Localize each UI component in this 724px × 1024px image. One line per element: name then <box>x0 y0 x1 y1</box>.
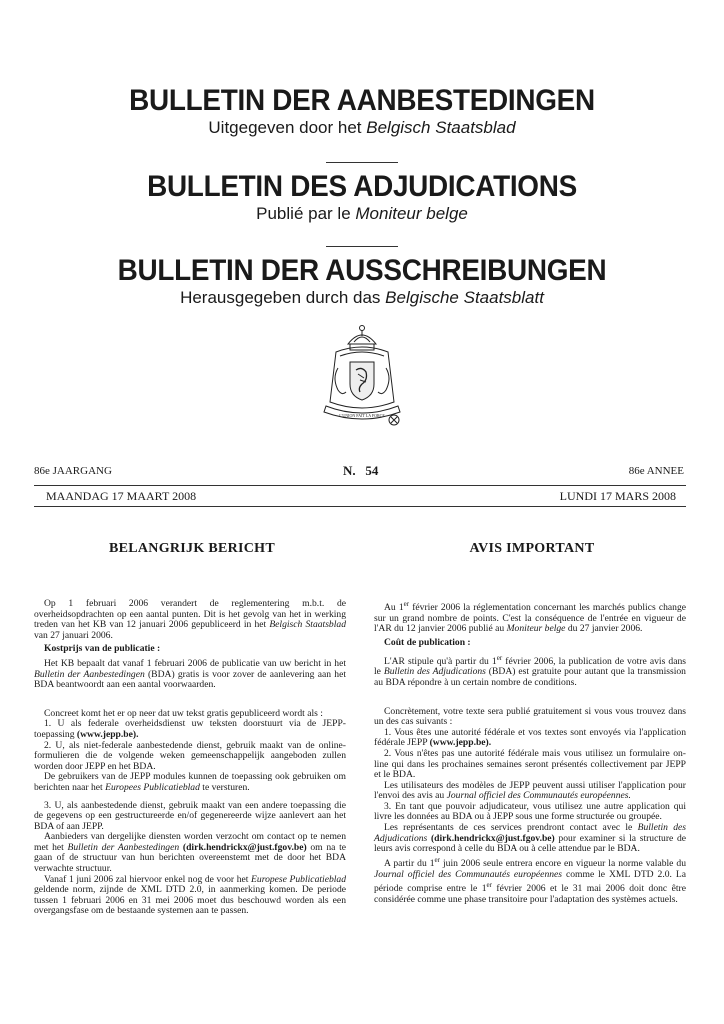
column-nl <box>34 599 346 917</box>
date-fr: LUNDI 17 MARS 2008 <box>559 489 676 503</box>
nl-paragraph: 2. U, als niet-federale aanbestedende dienst, gebruik maakt van de online-formulieren die de volgende weken gemeenschappelijk aangeboden zullen worden door JEPP en het BDA. <box>34 739 346 772</box>
nl-subheading: Kostprijs van de publicatie : <box>44 643 161 655</box>
nl-paragraph: Vanaf 1 juni 2006 zal hiervoor enkel nog de voor het Europese Publicatieblad geldende norm, zijnde de XML DTD 2.0, in aanmerking komen. De periode tussen 1 februari 2006 en 31 mei 2006 moet dus beschouwd worden als een overgangsfase om de bestaande systemen aan te passen. <box>34 873 347 917</box>
masthead-de <box>0 254 724 308</box>
fr-paragraph: Au 1er février 2006 la réglementation concernant les marchés publics change sur un grand nombre de points. C'est la conséquence de l'entrée en vigueur de l'AR du 12 janvier 2006 publié au Moniteur belge du 27 janvier 2006. <box>374 600 686 635</box>
date-nl: MAANDAG 17 MAART 2008 <box>46 489 197 503</box>
masthead-divider <box>326 162 398 163</box>
fr-paragraph: Les utilisateurs des modèles de JEPP peuvent aussi utiliser l'application pour l'envoi des avis au Journal officiel des Communautés européennes. <box>374 779 686 802</box>
rule-top <box>34 485 686 486</box>
fr-subheading: Coût de publication : <box>384 636 471 648</box>
title-fr: BULLETIN DES ADJUDICATIONS <box>147 170 577 203</box>
fr-paragraph: 1. Vous êtes une autorité fédérale et vos textes sont envoyés via l'application fédérale JEPP (www.jepp.be). <box>374 726 686 749</box>
annee: 86e ANNEE <box>628 465 684 477</box>
column-fr <box>374 599 686 906</box>
issue-number: N. 54 <box>343 463 379 478</box>
nl-paragraph: Op 1 februari 2006 verandert de reglementering m.b.t. de overheidsopdrachten op een aantal punten. Dit is het gevolg van het in werking treden van het KB van 12 januari 2006 gepubliceerd in het Belgisch Staatsblad van 27 januari 2006. <box>34 598 346 641</box>
subtitle-de: Herausgegeben durch das Belgische Staatsblatt <box>180 288 544 307</box>
crest-motto: L'UNION FAIT LA FORCE <box>339 413 385 418</box>
fr-paragraph: Concrètement, votre texte sera publié gratuitement si vous vous trouvez dans un des cas suivants : <box>374 705 686 728</box>
nl-paragraph: Concreet komt het er op neer dat uw tekst gratis gepubliceerd wordt als : <box>44 707 323 719</box>
title-nl: BULLETIN DER AANBESTEDINGEN <box>129 84 595 117</box>
coat-of-arms-icon <box>312 322 412 432</box>
subtitle-nl: Uitgegeven door het Belgisch Staatsblad <box>208 118 516 137</box>
nl-paragraph: Het KB bepaalt dat vanaf 1 februari 2006 de publicatie van uw bericht in het Bulletin der Aanbestedingen (BDA) gratis is voor zover de aanlevering aan het BDA beantwoordt aan een aantal voorwaarden. <box>34 657 346 691</box>
fr-paragraph: Les représentants de ces services prendront contact avec le Bulletin des Adjudications (dirk.hendrickx@just.fgov.be) pour examiner si la structure de leurs avis correspond à celle du BDA ou à celle attendue par le BDA. <box>374 822 687 855</box>
nl-paragraph: Aanbieders van dergelijke diensten worden verzocht om contact op te nemen met het Bulletin der Aanbestedingen (dirk.hendrickx@just.fgov.be) om na te gaan of de structuur van hun berichten overeenstemt met de door het BDA verwachte structuur. <box>34 831 346 875</box>
heading-nl: BELANGRIJK BERICHT <box>108 541 276 556</box>
nl-paragraph: 1. U als federale overheidsdienst uw teksten doorstuurt via de JEPP-toepassing (www.jepp.be). <box>34 718 346 740</box>
fr-paragraph: L'AR stipule qu'à partir du 1er février 2006, la publication de votre avis dans le Bulletin des Adjudications (BDA) est gratuite pour autant que la transmission au BDA répondre à un certain nombre de conditions. <box>374 653 686 688</box>
jaargang: 86e JAARGANG <box>34 465 112 477</box>
fr-paragraph: A partir du 1er juin 2006 seule entrera encore en vigueur la norme valable du Journal officiel des Communautés européennes comme le XML DTD 2.0. La période comprise entre le 1er février 2006 et le 31 mai 2006 doit donc être considérée comme une phase transitoire pour l'adaptation des systèmes actuels. <box>374 855 687 905</box>
nl-paragraph: 3. U, als aanbestedende dienst, gebruik maakt van een andere toepassing die de gegevens op een gestructureerde en/of gegenereerde wijze aanlevert aan het BDA of aan JEPP. <box>34 799 346 832</box>
title-de: BULLETIN DER AUSSCHREIBUNGEN <box>117 254 607 287</box>
masthead-divider <box>326 246 398 247</box>
subtitle-fr: Publié par le Moniteur belge <box>256 204 468 223</box>
heading-fr: AVIS IMPORTANT <box>469 541 595 556</box>
fr-paragraph: 3. En tant que pouvoir adjudicateur, vous utilisez une autre application qui livre les données au BDA ou à JEPP sous une forme structurée ou groupée. <box>374 800 686 823</box>
masthead-nl <box>0 84 724 138</box>
fr-paragraph: 2. Vous n'êtes pas une autorité fédérale mais vous utilisez un formulaire on-line qui dans les prochaines semaines seront présentés collectivement par JEPP et le BDA. <box>374 747 686 781</box>
masthead-fr <box>0 170 724 224</box>
nl-paragraph: De gebruikers van de JEPP modules kunnen de toepassing ook gebruiken om berichten naar het Europees Publicatieblad te versturen. <box>34 771 346 793</box>
rule-bottom <box>34 506 686 507</box>
